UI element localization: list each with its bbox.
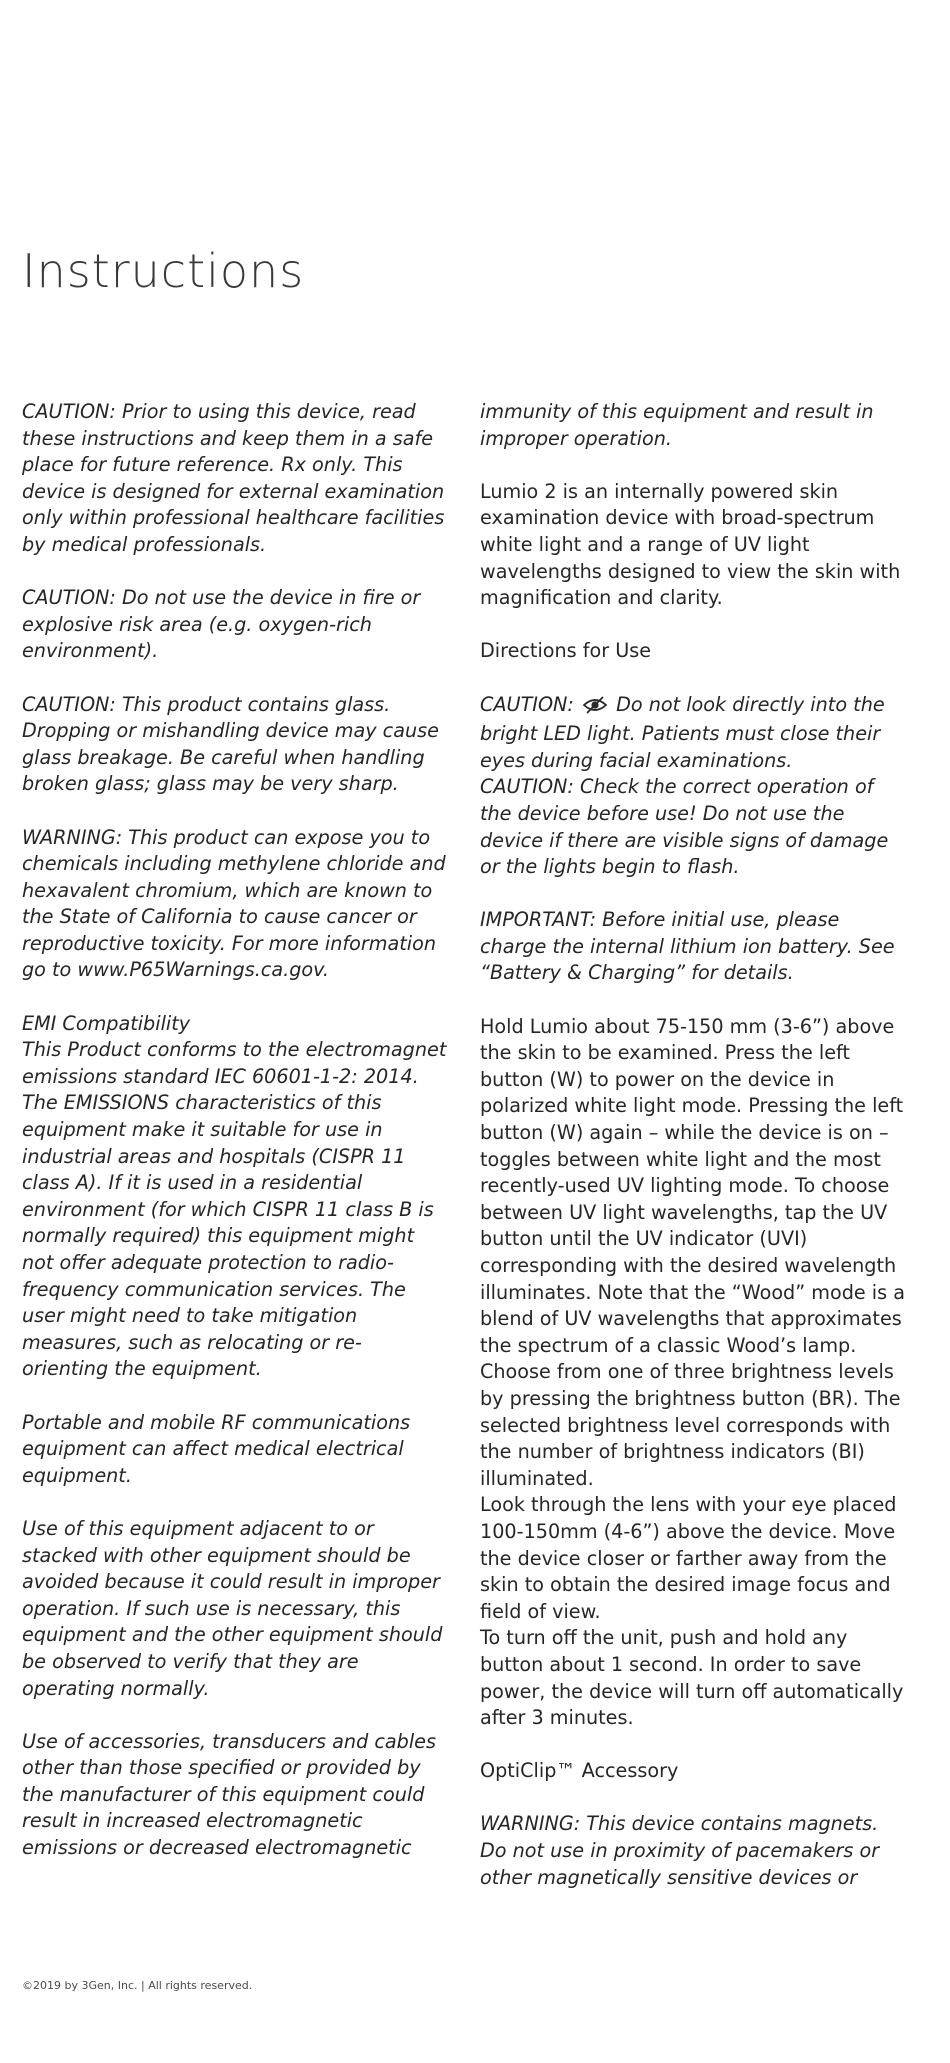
page-title: Instructions: [22, 244, 305, 298]
emi-emissions-paragraph: The EMISSIONS characteristics of this equipment make it suitable for use in industrial areas and hospitals (CISPR 11 class A). If it is used in a residential environment (for which CISPR 11 class B is normally required) this equipment might not offer adequate protection to radio-frequency communication services. The user might need to take mitigation measures, such as relocating or re-orienting the equipment.: [22, 1091, 434, 1381]
caution-eye-paragraph: [480, 692, 905, 775]
left-column: [22, 399, 447, 1888]
opticlip-heading: OptiClip™ Accessory: [480, 1759, 679, 1783]
caution-usage-paragraph: CAUTION: Prior to using this device, read these instructions and keep them in a safe place for future reference. Rx only. This device is designed for external examination only within professional healthcare facilities by medical professionals.: [22, 400, 445, 556]
emi-heading: EMI Compatibility: [22, 1011, 191, 1035]
caution-check-paragraph: CAUTION: Check the correct operation of the device before use! Do not use the device if there are visible signs of damage or the lights begin to flash.: [480, 775, 889, 879]
rf-equipment-paragraph: Portable and mobile RF communications equipment can affect medical electrical equipment.: [22, 1410, 411, 1487]
accessories-continued-paragraph: immunity of this equipment and result in improper operation.: [480, 400, 874, 450]
usage-power-off-paragraph: To turn off the unit, push and hold any button about 1 second. In order to save power, the device will turn off automatically after 3 minutes.: [480, 1626, 904, 1730]
adjacent-equipment-paragraph: Use of this equipment adjacent to or stacked with other equipment should be avoided because it could result in improper operation. If such use is necessary, this equipment and the other equipment should be observed to verify that they are operating normally.: [22, 1516, 443, 1700]
caution-glass-paragraph: CAUTION: This product contains glass. Dropping or mishandling device may cause glass breakage. Be careful when handling broken glass; glass may be very sharp.: [22, 692, 439, 796]
eye-crossed-icon: [582, 695, 608, 722]
intro-paragraph: Lumio 2 is an internally powered skin examination device with broad-spectrum white light and a range of UV light wavelengths designed to view the skin with magnification and clarity.: [480, 479, 901, 610]
right-column: [480, 399, 905, 1918]
opticlip-warning-paragraph: WARNING: This device contains magnets. Do not use in proximity of pacemakers or other magnetically sensitive devices or: [480, 1812, 880, 1889]
usage-lens-paragraph: Look through the lens with your eye placed 100-150mm (4-6”) above the device. Move the device closer or farther away from the skin to obtain the desired image focus and field of view.: [480, 1493, 897, 1623]
directions-heading: Directions for Use: [480, 639, 652, 663]
caution-fire-paragraph: CAUTION: Do not use the device in fire or explosive risk area (e.g. oxygen-rich environment).: [22, 586, 421, 663]
emi-standard-paragraph: This Product conforms to the electromagnet emissions standard IEC 60601-1-2: 2014.: [22, 1038, 447, 1088]
usage-brightness-paragraph: Choose from one of three brightness levels by pressing the brightness button (BR). The selected brightness level corresponds with the number of brightness indicators (BI) illuminated.: [480, 1360, 901, 1490]
important-battery-paragraph: IMPORTANT: Before initial use, please charge the internal lithium ion battery. See “Battery & Charging” for details.: [480, 908, 895, 985]
caution-eye-label: CAUTION:: [480, 692, 574, 716]
caution-eye-text: Do not look directly into the bright LED light. Patients must close their eyes during facial examinations.: [480, 692, 885, 772]
copyright-footer: ©2019 by 3Gen, Inc. | All rights reserved.: [22, 1979, 253, 1992]
accessories-paragraph: Use of accessories, transducers and cables other than those specified or provided by the manufacturer of this equipment could result in increased electromagnetic emissions or decreased electromagnetic: [22, 1729, 436, 1860]
warning-prop65-paragraph: WARNING: This product can expose you to chemicals including methylene chloride and hexavalent chromium, which are known to the State of California to cause cancer or reproductive toxicity. For more information go to www.P65Warnings.ca.gov.: [22, 825, 446, 982]
usage-power-paragraph: Hold Lumio about 75-150 mm (3-6”) above the skin to be examined. Press the left button (W) to power on the device in polarized white light mode. Pressing the left button (W) again – while the device is on – toggles between white light and the most recently-used UV lighting mode. To choose between UV light wavelengths, tap the UV button until the UV indicator (UVI) corresponding with the desired wavelength illuminates. Note that the “Wood” mode is a blend of UV wavelengths that approximates the spectrum of a classic Wood’s lamp.: [480, 1014, 905, 1357]
